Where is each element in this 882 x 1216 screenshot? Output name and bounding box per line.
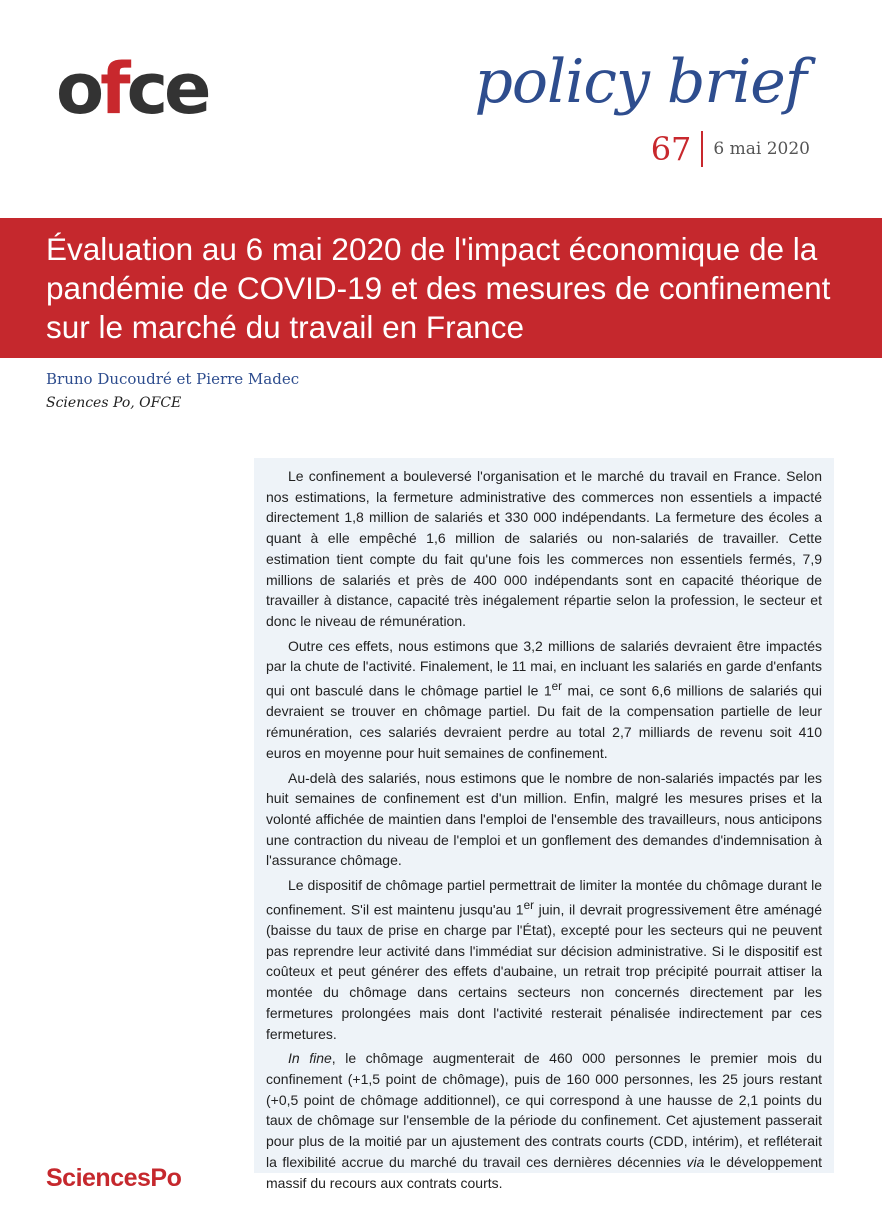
abstract-paragraph-1: Le confinement a bouleversé l'organisation et le marché du travail en France. Selon nos estimations, la fermeture administrative des commerces non essentiels a impacté directement 1,8 million de salariés et 330 000 indépendants. La fermeture des écoles a quant à elle empêché 1,6 million de salariés ou non-salariés de travailler. Cette estimation tient compte du fait qu'une fois les commerces non essentiels fermés, 7,9 millions de salariés et près de 400 000 indépendants sont en capacité théorique de travailler à distance, capacité très inégalement répartie selon la profession, le secteur et donc le niveau de rémunération. xyxy=(266,468,822,629)
document-title: Évaluation au 6 mai 2020 de l'impact économique de la pandémie de COVID-19 et des mesures de confinement sur le marché du travail en France xyxy=(46,231,831,345)
issue-number: 67 xyxy=(650,130,692,168)
abstract-text: le développement massif du recours aux contrats courts. xyxy=(266,1153,822,1191)
series-title: policy brief xyxy=(474,47,806,117)
superscript: er xyxy=(523,898,534,912)
title-banner xyxy=(0,218,882,358)
ofce-logo xyxy=(56,48,208,130)
ofce-logo-o: o xyxy=(56,48,101,130)
abstract-text: , le chômage augmenterait de 460 000 personnes le premier mois du confinement (+1,5 point de chômage), puis de 160 000 personnes, les 25 jours restant (+0,5 point de chômage additionnel), ce qui correspond à une hausse de 2,1 points du taux de chômage sur l'ensemble de la période du confinement. Cet ajustement passerait pour plus de la moitié par un ajustement des contrats courts (CDD, intérim), et refléterait la flexibilité accrue du marché du travail ces dernières décennies xyxy=(266,1050,822,1170)
abstract-text: juin, il devrait progressivement être aménagé (baisse du taux de prise en charge par l'État), excepté pour les secteurs qui ne peuvent pas reprendre leur activité dans l'immédiat sur décision administrative. Si le dispositif est coûteux et peut générer des effets d'aubaine, un retrait trop précipité pourrait attiser la montée du chômage dans certains secteurs non concernés directement par les fermetures prolongées mais dont l'activité resterait pénalisée indirectement par ces fermetures. xyxy=(266,901,822,1042)
abstract-text: Le dispositif de chômage partiel permettrait de limiter la montée du chômage durant le confinement. S'il est maintenu jusqu'au 1 xyxy=(266,877,822,918)
abstract-paragraph-5 xyxy=(266,1048,822,1193)
ofce-logo-ce: ce xyxy=(126,48,208,130)
abstract-paragraph-4 xyxy=(266,875,822,1044)
abstract-box xyxy=(254,458,834,1191)
ofce-logo-f: f xyxy=(100,48,127,130)
abstract-paragraph-3: Au-delà des salariés, nous estimons que le nombre de non-salariés impactés par les huit semaines de confinement est d'un million. Enfin, malgré les mesures prises et la volonté affichée de maintien dans l'emploi de l'ensemble des travailleurs, nous anticipons une contraction du niveau de l'emploi et un gonflement des demandes d'indemnisation à l'assurance chômage. xyxy=(266,769,822,869)
issue-meta xyxy=(651,130,810,168)
emphasis: In fine xyxy=(288,1050,332,1067)
superscript: er xyxy=(551,680,563,694)
abstract-paragraph-2 xyxy=(266,636,822,764)
abstract-text: Outre ces effets, nous estimons que 3,2 millions de salariés devraient être impactés par la chute de l'activité. Finalement, le 11 mai, en incluant les salariés en garde d'enfants qui ont basculé dans le chômage partiel le 1 xyxy=(266,637,822,699)
abstract-text: mai, ce sont 6,6 millions de salariés qui devraient se trouver en chômage partiel. Du fait de la compensation partielle de leur rémunération, ces salariés devraient perdre au total 2,7 milliards de revenu soit 410 euros en moyenne pour huit semaines de confinement. xyxy=(266,682,822,761)
sciencespo-logo: SciencesPo xyxy=(46,1164,182,1192)
authors: Bruno Ducoudré et Pierre Madec xyxy=(46,370,300,388)
affiliation: Sciences Po, OFCE xyxy=(46,395,182,411)
emphasis: via xyxy=(686,1153,705,1170)
issue-date: 6 mai 2020 xyxy=(713,139,810,159)
